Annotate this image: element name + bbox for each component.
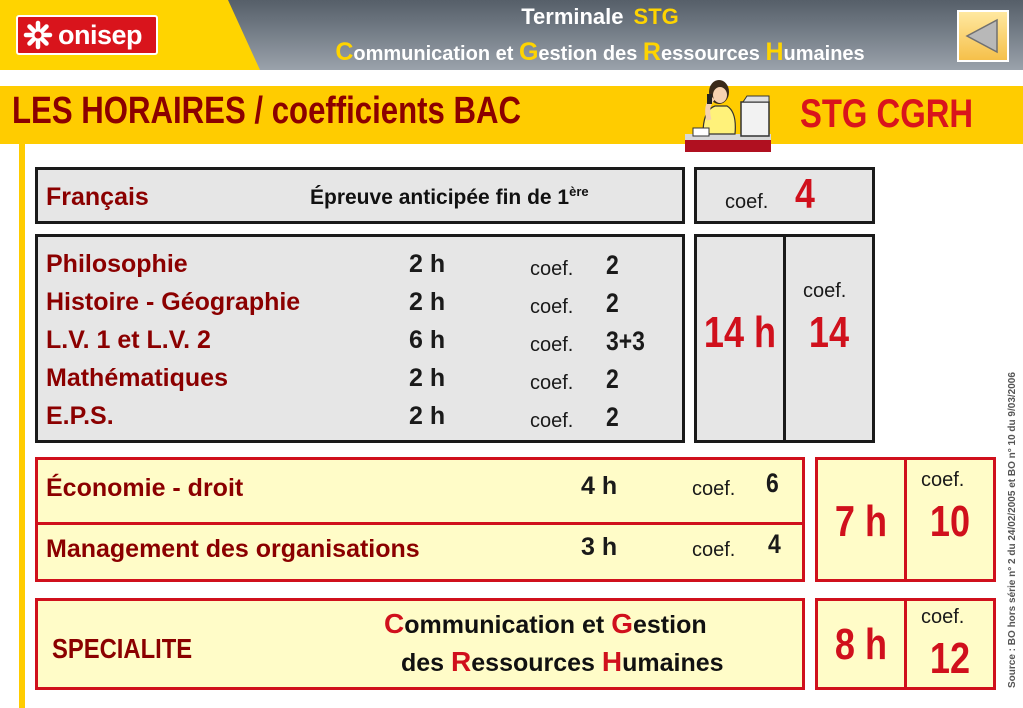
francais-note-sup: ère — [569, 184, 589, 199]
spec-cap: C — [384, 608, 405, 639]
subject-coef: 6 — [766, 468, 779, 498]
tertiary-total-coef: 10 — [929, 497, 971, 546]
header-word: ommunication et — [353, 43, 519, 65]
header-title-line2 — [290, 38, 910, 67]
subject-name: Économie - droit — [46, 474, 244, 502]
left-accent-line — [19, 144, 25, 708]
office-worker-icon — [683, 76, 775, 154]
subject-hours: 2 h — [409, 364, 446, 392]
header-cap-h: H — [765, 38, 784, 66]
coef-label: coef. — [530, 296, 574, 318]
subject-name: E.P.S. — [46, 402, 114, 430]
spec-cap: R — [451, 646, 472, 677]
general-total-coef: 14 — [808, 308, 850, 357]
onisep-logo[interactable] — [16, 15, 158, 55]
header-word: estion des — [538, 43, 643, 65]
subject-coef: 2 — [606, 250, 619, 280]
specialite-line2 — [401, 646, 724, 678]
tertiary-total-hours: 7 h — [834, 497, 888, 546]
back-button[interactable] — [957, 10, 1009, 62]
coef-label: coef. — [530, 410, 574, 432]
subject-hours: 4 h — [581, 472, 618, 500]
subject-name: Management des organisations — [46, 535, 420, 563]
header-cap-r: R — [642, 38, 661, 66]
onisep-star-icon — [18, 17, 58, 53]
specialite-total-coef: 12 — [929, 634, 971, 683]
subject-name: Mathématiques — [46, 364, 228, 392]
logo-text: onisep — [58, 19, 143, 50]
header-word: essources — [660, 43, 766, 65]
coef-label: coef. — [530, 334, 574, 356]
header-cap-g: G — [518, 38, 539, 66]
spec-word: estion — [632, 611, 707, 639]
subject-hours: 2 h — [409, 402, 446, 430]
spec-word: essources — [471, 649, 602, 677]
spec-word: ommunication et — [404, 611, 612, 639]
header-stg: STG — [633, 4, 679, 29]
header-word: umaines — [783, 43, 865, 65]
header-cap-c: C — [335, 38, 354, 66]
subject-coef: 2 — [606, 402, 619, 432]
francais-coef-value: 4 — [795, 170, 815, 217]
source-note: Source : BO hors série n° 2 du 24/02/2005 et BO n° 10 du 9/03/2006 — [1007, 372, 1018, 688]
spec-cap: G — [611, 608, 633, 639]
specialite-label: SPECIALITE — [52, 633, 193, 664]
coef-label: coef. — [530, 258, 574, 280]
subject-francais: Français — [46, 183, 149, 211]
triangle-left-icon — [963, 16, 1003, 56]
coef-label: coef. — [692, 539, 736, 561]
coef-label: coef. — [692, 478, 736, 500]
specialite-line1 — [384, 608, 707, 640]
subject-name: Philosophie — [46, 250, 188, 278]
subject-hours: 3 h — [581, 533, 618, 561]
coef-label: coef. — [530, 372, 574, 394]
subject-hours: 2 h — [409, 288, 446, 316]
spec-cap: H — [601, 646, 623, 677]
francais-coef-box — [694, 167, 875, 224]
subject-coef: 4 — [768, 529, 781, 559]
francais-note — [310, 184, 589, 210]
coef-label: coef. — [803, 280, 847, 302]
coef-label: coef. — [725, 191, 769, 213]
specialite-total-hours: 8 h — [834, 620, 888, 669]
subject-hours: 2 h — [409, 250, 446, 278]
francais-note-text: Épreuve anticipée fin de 1 — [310, 186, 570, 209]
page-title: LES HORAIRES / coefficients BAC — [12, 90, 522, 132]
subject-name: L.V. 1 et L.V. 2 — [46, 326, 211, 354]
subject-coef: 2 — [606, 288, 619, 318]
subject-coef: 2 — [606, 364, 619, 394]
header-title-line1 — [300, 4, 900, 30]
program-code: STG CGRH — [800, 92, 974, 136]
header-terminale: Terminale — [521, 4, 624, 29]
subject-hours: 6 h — [409, 326, 446, 354]
spec-word: umaines — [622, 649, 724, 677]
coef-label: coef. — [921, 469, 965, 491]
subject-coef: 3+3 — [606, 326, 645, 356]
general-total-hours: 14 h — [703, 308, 777, 357]
subject-name: Histoire - Géographie — [46, 288, 301, 316]
spec-word: des — [401, 649, 452, 677]
coef-label: coef. — [921, 606, 965, 628]
